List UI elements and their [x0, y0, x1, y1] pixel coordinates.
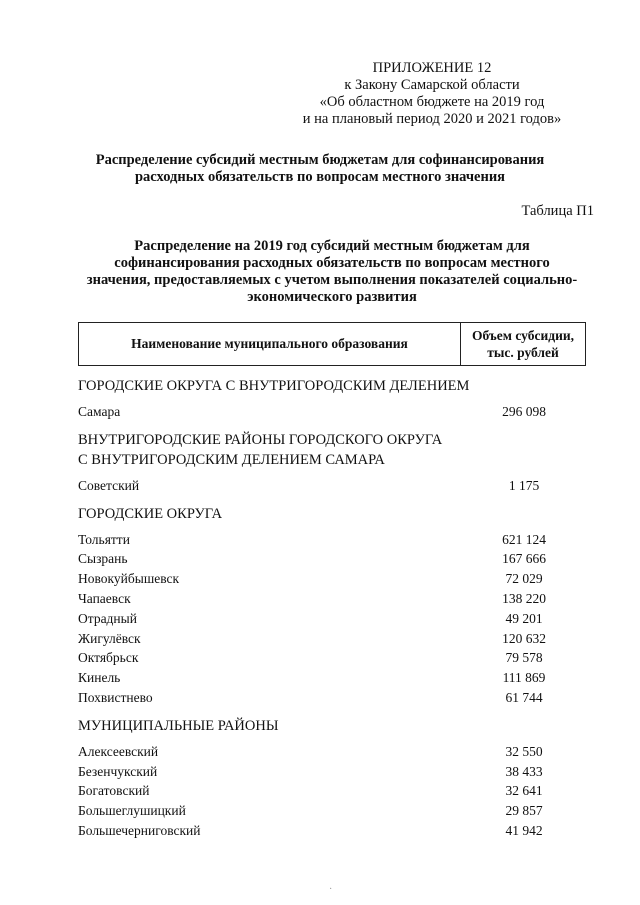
header-name-column: Наименование муниципального образования: [79, 323, 461, 365]
subsidy-amount: 38 433: [505, 763, 543, 779]
subsidy-amount: 120 632: [502, 630, 546, 646]
table-row: [78, 589, 586, 609]
section-heading-line: С ВНУТРИГОРОДСКИМ ДЕЛЕНИЕМ САМАРА: [78, 451, 385, 468]
subsidy-amount: 79 578: [505, 650, 543, 666]
document-title-line: расходных обязательств по вопросам местного значения: [134, 169, 506, 185]
table-row: [78, 821, 586, 841]
municipality-name: Кинель: [78, 670, 121, 686]
table-row: [78, 402, 586, 422]
table-row: [78, 629, 586, 649]
table-row: [78, 569, 586, 589]
table-row: [78, 648, 586, 668]
section-heading: [78, 376, 586, 396]
subsidy-amount: 296 098: [502, 404, 546, 419]
section-heading-line: ГОРОДСКИЕ ОКРУГА: [78, 505, 223, 522]
table-header: [78, 322, 586, 366]
header-amount-line: Объем субсидии,: [471, 328, 574, 343]
subsidy-amount: 49 201: [505, 610, 543, 626]
table-row: [78, 762, 586, 782]
subsidy-amount: 32 550: [505, 743, 543, 759]
table-row: [78, 668, 586, 688]
appendix-number: ПРИЛОЖЕНИЕ 12: [372, 60, 492, 76]
table-row: [78, 801, 586, 821]
table-row: [78, 476, 586, 496]
document-title-line: Распределение субсидий местным бюджетам для софинансирования: [95, 152, 545, 168]
municipality-name: Тольятти: [78, 531, 130, 547]
table-title: [78, 238, 586, 306]
municipality-name: Самара: [78, 404, 121, 419]
table-body: [78, 376, 586, 841]
municipality-name: Большеглушицкий: [78, 803, 186, 819]
subsidy-amount: 138 220: [502, 590, 546, 606]
section-heading: [78, 716, 586, 736]
municipality-name: Октябрьск: [78, 650, 139, 666]
subsidy-amount: 32 641: [505, 783, 543, 799]
subsidy-amount: 61 744: [505, 689, 543, 705]
table-row: [78, 549, 586, 569]
municipality-name: Советский: [78, 477, 140, 493]
municipality-name: Безенчукский: [78, 763, 158, 779]
subsidy-amount: 41 942: [505, 822, 543, 838]
header-amount-line: тыс. рублей: [487, 345, 559, 360]
table-row: [78, 742, 586, 762]
municipality-name: Сызрань: [78, 551, 128, 567]
municipality-name: Новокуйбышевск: [78, 571, 180, 587]
table-row: [78, 688, 586, 708]
subsidy-amount: 167 666: [502, 551, 546, 567]
appendix-law-ref: к Закону Самарской области: [344, 77, 520, 93]
subsidy-amount: 111 869: [502, 670, 546, 686]
municipality-name: Отрадный: [78, 610, 137, 626]
municipality-name: Похвистнево: [78, 689, 153, 705]
table-title-line: софинансирования расходных обязательств по вопросам местного: [114, 255, 550, 271]
municipality-name: Большечерниговский: [78, 822, 201, 838]
section-heading: [78, 504, 586, 524]
table-row: [78, 530, 586, 550]
municipality-name: Чапаевск: [78, 590, 131, 606]
scan-mark: ·: [329, 884, 333, 895]
subsidy-amount: 621 124: [502, 531, 546, 547]
appendix-law-title: «Об областном бюджете на 2019 год: [319, 94, 545, 110]
table-title-line: экономического развития: [247, 289, 417, 305]
subsidy-amount: 29 857: [505, 803, 543, 819]
municipality-name: Алексеевский: [78, 743, 159, 759]
section-heading-line: МУНИЦИПАЛЬНЫЕ РАЙОНЫ: [78, 717, 279, 734]
appendix-law-period: и на плановый период 2020 и 2021 годов»: [302, 111, 562, 127]
table-row: [78, 781, 586, 801]
subsidy-amount: 72 029: [505, 571, 543, 587]
header-amount-column: [461, 323, 585, 365]
municipality-name: Богатовский: [78, 783, 150, 799]
appendix-header: [282, 60, 582, 128]
table-title-line: Распределение на 2019 год субсидий местным бюджетам для: [134, 238, 530, 254]
subsidy-amount: 1 175: [508, 477, 540, 493]
section-heading-line: ГОРОДСКИЕ ОКРУГА С ВНУТРИГОРОДСКИМ ДЕЛЕНИЕМ: [78, 378, 470, 394]
municipality-name: Жигулёвск: [78, 630, 141, 646]
table-row: [78, 609, 586, 629]
section-heading: [78, 430, 586, 470]
table-title-line: значения, предоставляемых с учетом выполнения показателей социально-: [86, 272, 578, 288]
section-heading-line: ВНУТРИГОРОДСКИЕ РАЙОНЫ ГОРОДСКОГО ОКРУГА: [78, 431, 443, 448]
table-label: Таблица П1: [521, 203, 594, 219]
document-title: [60, 152, 580, 186]
